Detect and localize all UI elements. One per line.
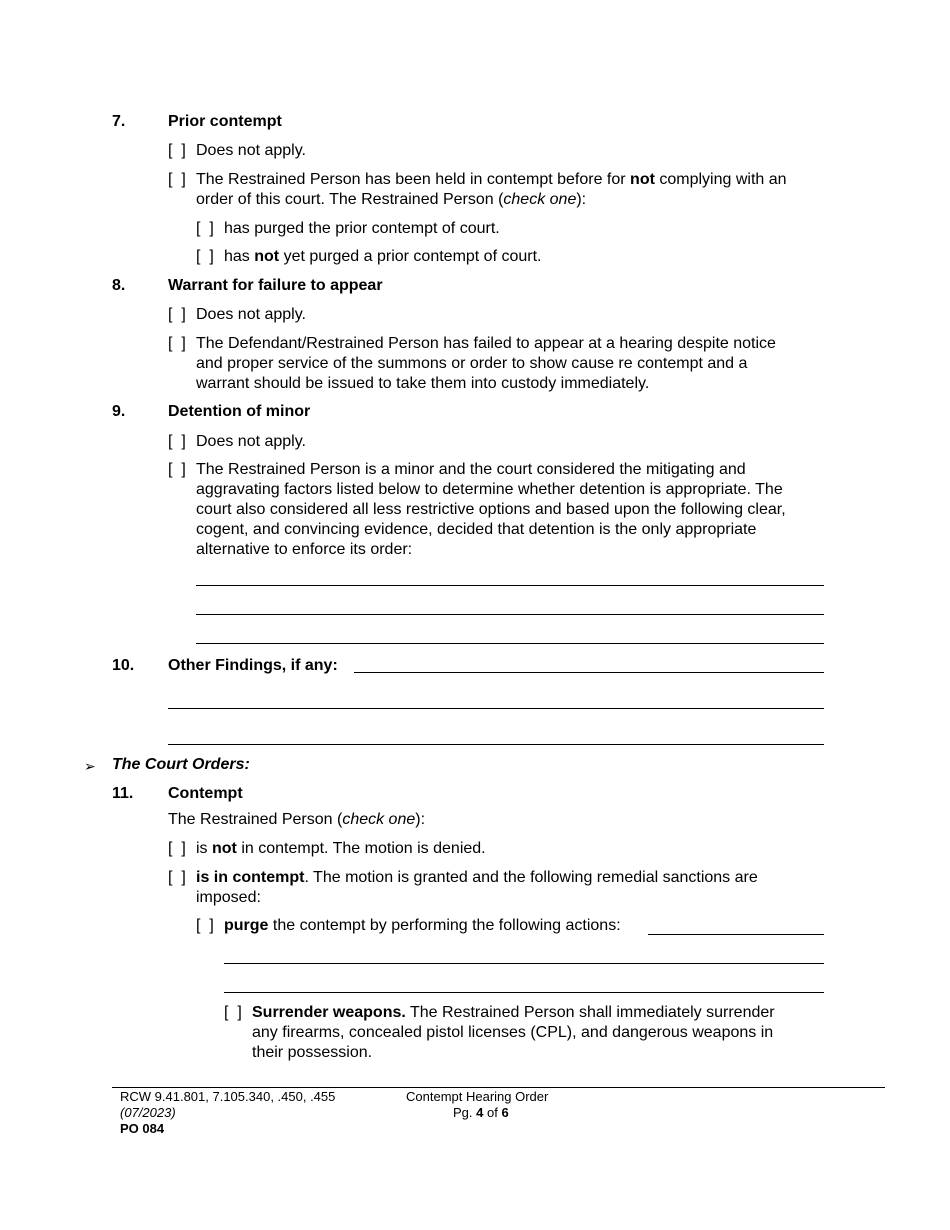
section-7-title: Prior contempt: [168, 113, 282, 130]
section-7-option-held-in-contempt-line2: order of this court. The Restrained Person (check one):: [196, 191, 587, 208]
section-11-option-in-contempt-line2: imposed:: [196, 889, 261, 906]
section-8-option-warrant-line2: and proper service of the summons or order to show cause re contempt and a: [196, 355, 748, 372]
checkbox[interactable]: [ ]: [168, 142, 186, 159]
section-11-intro: The Restrained Person (check one):: [168, 811, 426, 828]
footer-rcw: RCW 9.41.801, 7.105.340, .450, .455: [120, 1089, 336, 1104]
section-8-option-does-not-apply: Does not apply.: [196, 306, 306, 323]
section-11-title: Contempt: [168, 785, 243, 802]
other-findings-line[interactable]: [354, 672, 824, 673]
purge-actions-line[interactable]: [224, 992, 824, 993]
section-7-option-held-in-contempt: The Restrained Person has been held in contempt before for not complying with an: [196, 171, 787, 188]
section-11-purge: purge the contempt by performing the following actions:: [224, 917, 621, 934]
section-11-surrender-weapons-line3: their possession.: [252, 1044, 373, 1061]
footer-divider: [112, 1087, 885, 1088]
checkbox[interactable]: [ ]: [224, 1004, 242, 1021]
fill-in-line[interactable]: [196, 643, 824, 644]
section-9-number: 9.: [112, 403, 126, 420]
other-findings-line[interactable]: [168, 744, 824, 745]
checkbox[interactable]: [ ]: [168, 306, 186, 323]
section-7-number: 7.: [112, 113, 126, 130]
section-11-option-not-in-contempt: is not in contempt. The motion is denied.: [196, 840, 486, 857]
section-9-option-minor-line3: court also considered all less restrictive options and based upon the following clear,: [196, 501, 786, 518]
checkbox[interactable]: [ ]: [168, 335, 186, 352]
section-8-title: Warrant for failure to appear: [168, 277, 383, 294]
purge-actions-line[interactable]: [224, 963, 824, 964]
section-10-number: 10.: [112, 657, 135, 674]
section-11-option-in-contempt: is in contempt. The motion is granted and the following remedial sanctions are: [196, 869, 758, 886]
section-7-option-does-not-apply: Does not apply.: [196, 142, 306, 159]
section-8-option-warrant: The Defendant/Restrained Person has failed to appear at a hearing despite notice: [196, 335, 776, 352]
fill-in-line[interactable]: [196, 614, 824, 615]
section-9-option-minor-line5: alternative to enforce its order:: [196, 541, 413, 558]
arrow-bullet-icon: ➢: [84, 758, 96, 774]
checkbox[interactable]: [ ]: [168, 869, 186, 886]
other-findings-line[interactable]: [168, 708, 824, 709]
footer-date: (07/2023): [120, 1105, 176, 1120]
checkbox[interactable]: [ ]: [196, 917, 214, 934]
court-orders-heading: The Court Orders:: [112, 756, 250, 773]
footer-page-number: Pg. 4 of 6: [453, 1105, 509, 1120]
section-8-option-warrant-line3: warrant should be issued to take them into custody immediately.: [196, 375, 650, 392]
section-9-option-minor-line2: aggravating factors listed below to determine whether detention is appropriate. The: [196, 481, 783, 498]
section-9-title: Detention of minor: [168, 403, 311, 420]
section-7-sub-not-purged: has not yet purged a prior contempt of court.: [224, 248, 542, 265]
checkbox[interactable]: [ ]: [168, 433, 186, 450]
section-9-option-minor-line4: cogent, and convincing evidence, decided that detention is the only appropriate: [196, 521, 757, 538]
footer-form-title: Contempt Hearing Order: [406, 1089, 549, 1104]
checkbox[interactable]: [ ]: [168, 461, 186, 478]
section-10-title: Other Findings, if any:: [168, 657, 338, 674]
footer-form-number: PO 084: [120, 1121, 165, 1136]
section-7-sub-purged: has purged the prior contempt of court.: [224, 220, 500, 237]
checkbox[interactable]: [ ]: [196, 248, 214, 265]
section-9-option-does-not-apply: Does not apply.: [196, 433, 306, 450]
fill-in-line[interactable]: [196, 585, 824, 586]
checkbox[interactable]: [ ]: [168, 840, 186, 857]
checkbox[interactable]: [ ]: [196, 220, 214, 237]
section-11-number: 11.: [112, 785, 134, 802]
section-11-surrender-weapons: Surrender weapons. The Restrained Person shall immediately surrender: [252, 1004, 775, 1021]
section-11-surrender-weapons-line2: any firearms, concealed pistol licenses (CPL), and dangerous weapons in: [252, 1024, 774, 1041]
section-9-option-minor: The Restrained Person is a minor and the court considered the mitigating and: [196, 461, 746, 478]
section-8-number: 8.: [112, 277, 126, 294]
purge-actions-line[interactable]: [648, 934, 824, 935]
checkbox[interactable]: [ ]: [168, 171, 186, 188]
